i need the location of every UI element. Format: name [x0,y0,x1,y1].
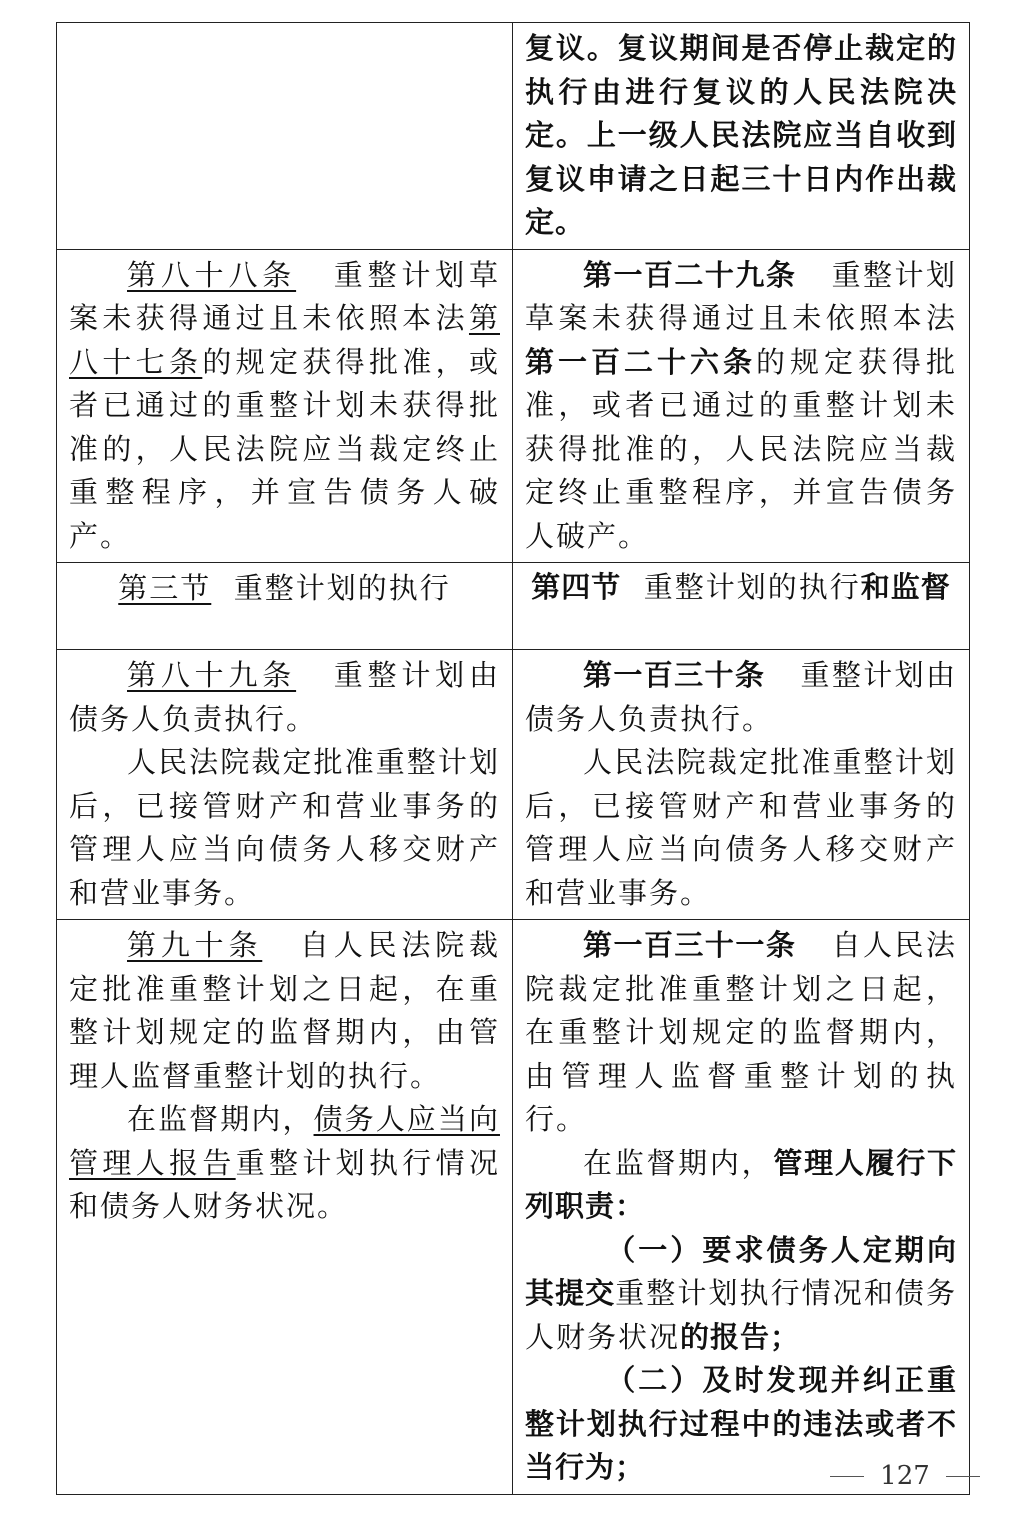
table-row [57,23,970,250]
article-reference: 第一百二十六条 [525,344,756,379]
article-number: 第一百二十九条 [583,257,797,292]
article-text: 的规定获得批准，或者已通过的重整计划未获得批准的，人民法院应当裁定终止重整程序，并宣告债务人破产。 [525,344,957,553]
old-law-cell [57,23,513,250]
section-title: 重整计划的执行 [643,570,861,604]
new-law-cell [513,249,970,563]
article-text: 重整计划由债务人负责执行。 [525,658,957,736]
article-paragraph [69,924,500,1098]
article-number: 第一百三十一条 [583,928,797,962]
article-paragraph [525,1142,957,1229]
comparison-table [56,22,970,1495]
article-paragraph [69,1098,500,1229]
article-added-text: 管理人履行下列职责： [525,1145,957,1223]
article-paragraph [525,924,957,1142]
article-text: 重整计划草案未获得通过且未依照本法 [69,257,500,335]
article-number: 第一百三十条 [583,658,766,692]
old-law-cell [57,920,513,1495]
table-row [57,563,970,650]
article-reference: 第八十七条 [69,301,500,379]
section-title-added: 和监督 [860,570,951,604]
article-added-text: 的报告； [680,1319,801,1354]
table-row [57,650,970,920]
article-text: 重整计划由债务人负责执行。 [69,658,500,736]
old-law-cell [57,650,513,920]
article-text: 重整计划草案未获得通过且未依照本法 [525,257,957,335]
article-text: 的规定获得批准，或者已通过的重整计划未获得批准的，人民法院应当裁定终止重整程序，并宣告债务人破产。 [69,344,500,553]
article-number: 第九十条 [127,928,263,962]
article-paragraph: 人民法院裁定批准重整计划后，已接管财产和营业事务的管理人应当向债务人移交财产和营业事务。 [69,745,500,910]
article-number: 第八十九条 [127,658,297,692]
list-item [525,1229,957,1360]
article-text: 在监督期内， [127,1102,314,1136]
new-law-cell [513,650,970,920]
article-paragraph [69,654,500,741]
footer-dash-left [830,1476,864,1477]
old-section-cell [57,563,513,650]
section-number: 第三节 [118,571,212,605]
article-underlined-text: 债务人应当向管理人报告 [69,1102,500,1180]
table-row [57,249,970,563]
footer-dash-right [946,1476,980,1477]
old-law-cell [57,249,513,563]
new-law-cell [513,920,970,1495]
article-number: 第八十八条 [127,257,297,292]
article-added-text: （一）要求债务人定期向其提交 [525,1232,957,1310]
section-title: 重整计划的执行 [233,571,451,605]
article-text: 复议。复议期间是否停止裁定的执行由进行复议的人民法院决定。上一级人民法院应当自收到复议申请之日起三十日内作出裁定。 [525,31,957,239]
table-row [57,920,970,1495]
article-paragraph: 人民法院裁定批准重整计划后，已接管财产和营业事务的管理人应当向债务人移交财产和营业事务。 [525,745,957,910]
article-text: 重整计划执行情况和债务人财务状况。 [69,1145,500,1223]
article-paragraph [69,254,500,559]
article-paragraph [525,254,957,559]
section-number: 第四节 [531,570,622,604]
new-section-cell [513,563,970,650]
article-text: 自人民法院裁定批准重整计划之日起，在重整计划规定的监督期内，由管理人监督重整计划的执行。 [69,928,500,1093]
page-footer [820,1456,990,1496]
list-item: （二）及时发现并纠正重整计划执行过程中的违法或者不当行为； [525,1363,957,1484]
page-number: 127 [880,1461,930,1491]
new-law-cell [513,23,970,250]
article-text: 自人民法院裁定批准重整计划之日起，在重整计划规定的监督期内，由管理人监督重整计划的执行。 [525,928,957,1136]
section-heading [525,567,957,607]
section-heading [69,567,500,611]
article-text: 重整计划执行情况和债务人财务状况 [525,1276,957,1354]
article-paragraph [525,654,957,741]
article-text: 在监督期内， [583,1145,774,1180]
